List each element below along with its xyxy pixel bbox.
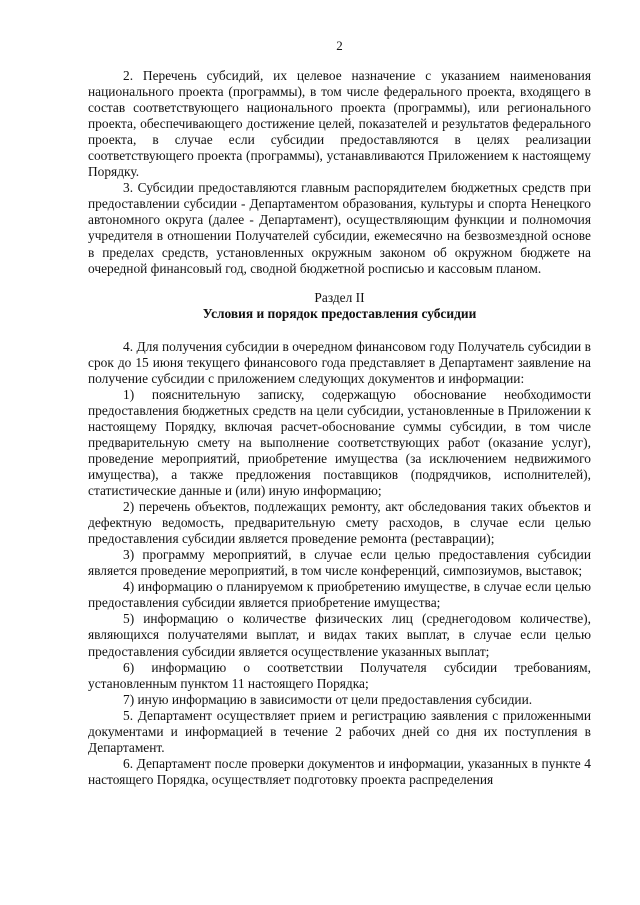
section-heading: Раздел II — [314, 289, 365, 305]
paragraph-6: 6. Департамент после проверки документов и информации, указанных в пункте 4 настоящего Порядка, осуществляет подготовку проекта распределения — [88, 755, 591, 787]
paragraph-2: 2. Перечень субсидий, их целевое назначение с указанием наименования национального проекта (программы), в том числе федерального проекта, входящего в состав соответствующего национального проекта (программы), или регионального проекта, обеспечивающего достижение целей, показателей и результатов федерального проекта, в случае если субсидии предоставляются в целях реализации соответствующего проекта (программы), устанавливаются Приложением к настоящему Порядку. — [88, 68, 591, 180]
list-item-2: 2) перечень объектов, подлежащих ремонту, акт обследования таких объектов и дефектную ведомость, предварительную смету расходов, в случае если целью предоставления субсидии является проведение ремонта (реставрации); — [88, 499, 591, 547]
section-title: Условия и порядок предоставления субсидии — [202, 305, 477, 321]
list-item-3: 3) программу мероприятий, в случае если целью предоставления субсидии является проведение мероприятий, в том числе конференций, симпозиумов, выставок; — [88, 547, 591, 579]
list-item-6: 6) информацию о соответствии Получателя субсидии требованиям, установленным пунктом 11 настоящего Порядка; — [88, 659, 591, 691]
paragraph-5: 5. Департамент осуществляет прием и регистрацию заявления с приложенными документами и информацией в течение 2 рабочих дней со дня их поступления в Департамент. — [88, 707, 591, 755]
list-item-1: 1) пояснительную записку, содержащую обоснование необходимости предоставления бюджетных средств на цели субсидии, установленные в Приложении к настоящему Порядку, включая расчет-обоснование суммы субсидии, в том числе предварительную смету на выполнение соответствующих работ (оказание услуг), проведение мероприятий, приобретение имущества (за исключением недвижимого имущества), а также предложения поставщиков (подрядчиков, исполнителей), статистические данные и (или) иную информацию; — [88, 386, 591, 499]
list-item-4: 4) информацию о планируемом к приобретению имуществе, в случае если целью предоставления субсидии является приобретение имущества; — [88, 579, 591, 611]
paragraph-4: 4. Для получения субсидии в очередном финансовом году Получатель субсидии в срок до 15 июня текущего финансового года представляет в Департамент заявление на получение субсидии с приложением следующих документов и информации: — [88, 338, 591, 386]
list-item-5: 5) информацию о количестве физических лиц (среднегодовом количестве), являющихся получателями выплат, и видах таких выплат, в случае если целью предоставления субсидии является осуществление указанных выплат; — [88, 611, 591, 659]
paragraph-3: 3. Субсидии предоставляются главным распорядителем бюджетных средств при предоставлении субсидии - Департаментом образования, культуры и спорта Ненецкого автономного округа (далее - Департамент), осуществляющим функции и полномочия учредителя в отношении Получателей субсидии, ежемесячно на безвозмездной основе в пределах средств, установленных окружным законом об окружном бюджете на очередной финансовый год, сводной бюджетной росписью и кассовым планом. — [88, 180, 591, 276]
document-page — [88, 38, 591, 788]
list-item-7: 7) иную информацию в зависимости от цели предоставления субсидии. — [123, 691, 533, 707]
page-number: 2 — [336, 38, 343, 53]
